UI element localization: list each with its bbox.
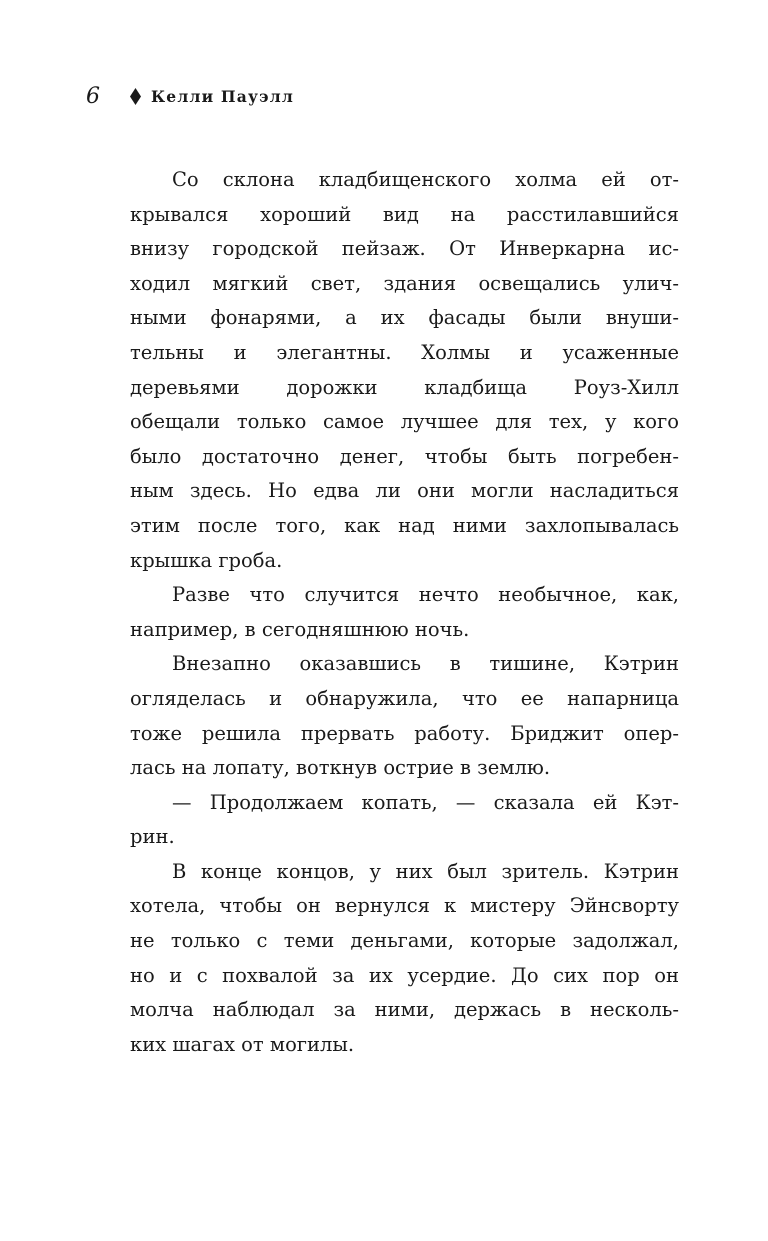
text-line: Разве что случится нечто необычное, как, bbox=[172, 583, 679, 607]
paragraph bbox=[130, 578, 679, 647]
text-line: крышка гроба. bbox=[130, 548, 283, 572]
text-line: Внезапно оказавшись в тишине, Кэтрин bbox=[172, 652, 679, 676]
text-line: ких шагах от могилы. bbox=[130, 1032, 355, 1056]
text-line: например, в сегодняшнюю ночь. bbox=[130, 617, 470, 641]
text-line: крывался хороший вид на расстилавшийся bbox=[130, 202, 679, 226]
text-line: — Продолжаем копать, — сказала ей Кэт- bbox=[172, 790, 679, 814]
text-line: было достаточно денег, чтобы быть погребен- bbox=[130, 444, 679, 468]
text-line: тоже решила прервать работу. Бриджит опер- bbox=[130, 721, 679, 745]
text-line: этим после того, как над ними захлопывалась bbox=[130, 513, 679, 537]
text-line: не только с теми деньгами, которые задолжал, bbox=[130, 929, 679, 953]
text-line: В конце концов, у них был зритель. Кэтрин bbox=[172, 859, 679, 883]
text-line: ным здесь. Но едва ли они могли насладиться bbox=[130, 479, 679, 503]
diamond-ornament-icon bbox=[130, 88, 141, 105]
paragraph-list bbox=[130, 163, 679, 1062]
paragraph bbox=[130, 647, 679, 785]
text-line: огляделась и обнаружила, что ее напарница bbox=[130, 686, 679, 710]
text-line: но и с похвалой за их усердие. До сих пор он bbox=[130, 963, 679, 987]
paragraph bbox=[130, 163, 679, 578]
text-line: хотела, чтобы он вернулся к мистеру Эйнсворту bbox=[130, 894, 679, 918]
text-line: деревьями дорожки кладбища Роуз-Хилл bbox=[130, 375, 679, 399]
text-line: обещали только самое лучшее для тех, у кого bbox=[130, 410, 679, 434]
running-head-author: Келли Пауэлл bbox=[151, 86, 295, 106]
running-header bbox=[86, 80, 294, 112]
paragraph bbox=[130, 855, 679, 1063]
text-line: лась на лопату, воткнув острие в землю. bbox=[130, 756, 551, 780]
text-line: молча наблюдал за ними, держась в несколь- bbox=[130, 998, 679, 1022]
body-text bbox=[130, 163, 679, 1062]
text-line: тельны и элегантны. Холмы и усаженные bbox=[130, 340, 679, 364]
text-line: рин. bbox=[130, 825, 175, 849]
text-line: ными фонарями, а их фасады были внуши- bbox=[130, 306, 679, 330]
text-line: ходил мягкий свет, здания освещались улич- bbox=[130, 271, 679, 295]
text-line: Со склона кладбищенского холма ей от- bbox=[172, 168, 679, 191]
text-line: внизу городской пейзаж. От Инверкарна ис- bbox=[130, 237, 679, 261]
paragraph bbox=[130, 786, 679, 855]
page-number: 6 bbox=[86, 83, 100, 109]
